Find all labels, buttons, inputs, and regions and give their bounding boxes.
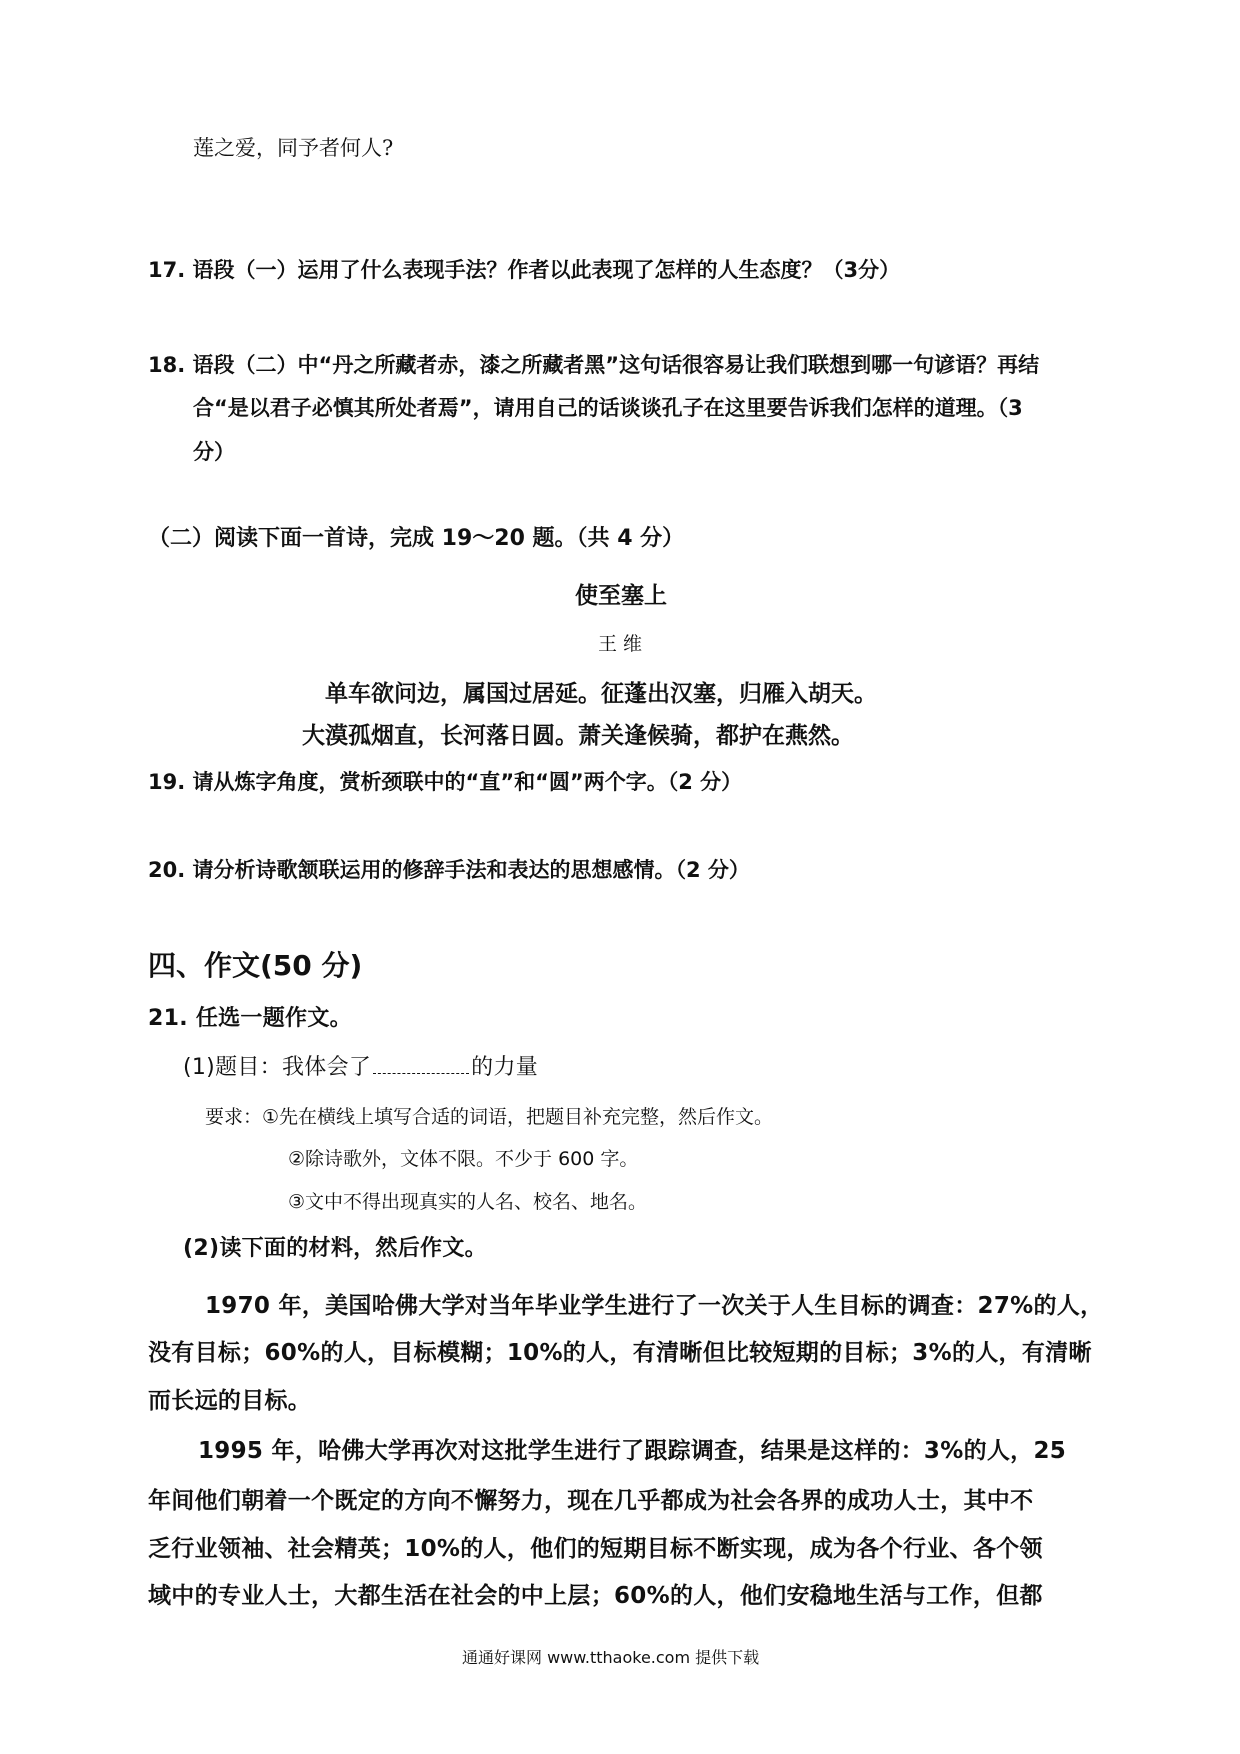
poem-title: 使至塞上 <box>575 583 667 609</box>
question-21: 21. 任选一题作文。 <box>148 1006 352 1031</box>
poem-line-2: 大漠孤烟直，长河落日圆。萧关逢候骑，都护在燕然。 <box>302 723 854 749</box>
material-p1-line-3: 而长远的目标。 <box>148 1388 312 1414</box>
material-p2-line-1: 1995 年，哈佛大学再次对这批学生进行了跟踪调查，结果是这样的：3%的人，25 <box>198 1438 1067 1464</box>
poem-line-1: 单车欲问边，属国过居延。征蓬出汉塞，归雁入胡天。 <box>325 681 877 707</box>
material-p1-line-2: 没有目标；60%的人，目标模糊；10%的人，有清晰但比较短期的目标；3%的人，有清晰 <box>148 1340 1092 1366</box>
topic-1-requirement-2: ②除诗歌外，文体不限。不少于 600 字。 <box>288 1148 639 1170</box>
topic-1-title <box>183 1057 538 1079</box>
question-18-line-1: 18. 语段（二）中“丹之所藏者赤，漆之所藏者黑”这句话很容易让我们联想到哪一句谚语？再结 <box>148 353 1040 377</box>
section-4-title: 四、作文(50 分) <box>148 949 363 982</box>
material-p2-line-4: 域中的专业人士，大都生活在社会的中上层；60%的人，他们安稳地生活与工作，但都 <box>148 1583 1043 1609</box>
material-p2-line-2: 年间他们朝着一个既定的方向不懈努力，现在几乎都成为社会各界的成功人士，其中不 <box>148 1488 1034 1514</box>
question-18-line-3: 分） <box>193 440 235 464</box>
passage-last-line: 莲之爱，同予者何人? <box>193 136 394 160</box>
question-17: 17. 语段（一）运用了什么表现手法？作者以此表现了怎样的人生态度？（3分） <box>148 258 901 282</box>
question-18-line-2: 合“是以君子必慎其所处者焉”，请用自己的话谈谈孔子在这里要告诉我们怎样的道理。（3 <box>193 396 1023 420</box>
question-20: 20. 请分析诗歌颔联运用的修辞手法和表达的思想感情。（2 分） <box>148 858 750 882</box>
material-p2-line-3: 乏行业领袖、社会精英；10%的人，他们的短期目标不断实现，成为各个行业、各个领 <box>148 1536 1043 1562</box>
topic-1-requirement-3: ③文中不得出现真实的人名、校名、地名。 <box>288 1191 648 1213</box>
topic-2-title: (2)读下面的材料，然后作文。 <box>183 1236 487 1261</box>
topic-1-prefix: (1)题目：我体会了 <box>183 1055 372 1080</box>
poem-author: 王 维 <box>598 633 643 655</box>
page-footer: 通通好课网 www.tthaoke.com 提供下载 <box>462 1648 760 1667</box>
topic-1-requirement-1: 要求：①先在横线上填写合适的词语，把题目补充完整，然后作文。 <box>205 1106 774 1128</box>
question-19: 19. 请从炼字角度，赏析颈联中的“直”和“圆”两个字。（2 分） <box>148 770 743 794</box>
material-p1-line-1: 1970 年，美国哈佛大学对当年毕业学生进行了一次关于人生目标的调查：27%的人， <box>205 1293 1104 1319</box>
section-2-title: （二）阅读下面一首诗，完成 19～20 题。（共 4 分） <box>148 526 685 551</box>
topic-1-blank <box>373 1072 469 1074</box>
topic-1-suffix: 的力量 <box>471 1055 539 1080</box>
